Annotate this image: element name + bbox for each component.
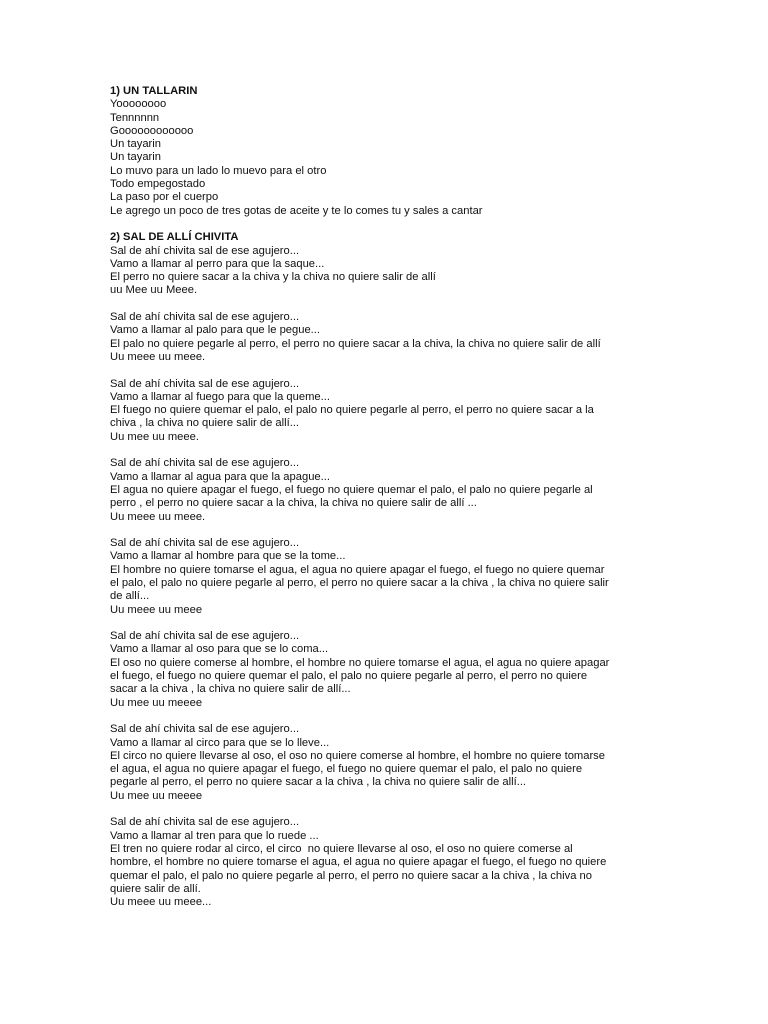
stanza-4-line: Uu meee uu meee. xyxy=(110,510,206,523)
stanza-8-line: Sal de ahí chivita sal de ese agujero... xyxy=(110,816,300,829)
stanza-5-line: el palo, el palo no quiere pegarle al perro, el perro no quiere sacar a la chiva , la chiva no quiere salir xyxy=(110,576,609,589)
stanza-7-line: Sal de ahí chivita sal de ese agujero... xyxy=(110,723,300,736)
stanza-4-line: perro , el perro no quiere sacar a la chiva, la chiva no quiere salir de allí ... xyxy=(110,497,477,510)
stanza-3-line: El fuego no quiere quemar el palo, el palo no quiere pegarle al perro, el perro no quiere sacar a la xyxy=(110,404,594,417)
stanza-5-line: Vamo a llamar al hombre para que se la tome... xyxy=(110,550,346,563)
stanza-6-line: El oso no quiere comerse al hombre, el hombre no quiere tomarse el agua, el agua no quiere apagar xyxy=(110,656,610,669)
spacer xyxy=(110,444,670,457)
stanza-6-line: sacar a la chiva , la chiva no quiere salir de allí... xyxy=(110,683,351,696)
stanza-8-line: Vamo a llamar al tren para que lo ruede ... xyxy=(110,829,319,842)
stanza-6-line: Sal de ahí chivita sal de ese agujero... xyxy=(110,630,300,643)
song-1-line: Goooooooooooo xyxy=(110,124,194,137)
stanza-1-line: Sal de ahí chivita sal de ese agujero... xyxy=(110,244,300,257)
song-1-line: Un tayarin xyxy=(110,138,161,151)
stanza-2-line: Sal de ahí chivita sal de ese agujero... xyxy=(110,311,300,324)
stanza-5-line: El hombre no quiere tomarse el agua, el agua no quiere apagar el fuego, el fuego no quiere quemar xyxy=(110,563,605,576)
stanza-1-line: uu Mee uu Meee. xyxy=(110,284,198,297)
stanza-3-line: Vamo a llamar al fuego para que la queme... xyxy=(110,390,330,403)
spacer xyxy=(110,710,670,723)
song-1-line: La paso por el cuerpo xyxy=(110,191,219,204)
song-1-line: Le agrego un poco de tres gotas de aceite y te lo comes tu y sales a cantar xyxy=(110,204,483,217)
stanza-8-line: quemar el palo, el palo no quiere pegarle al perro, el perro no quiere sacar a la chiva , la chiva no xyxy=(110,869,592,882)
spacer xyxy=(110,364,670,377)
stanza-7-line: El circo no quiere llevarse al oso, el oso no quiere comerse al hombre, el hombre no quiere tomarse xyxy=(110,749,605,762)
spacer xyxy=(110,617,670,630)
stanza-5-line: Uu meee uu meee xyxy=(110,603,203,616)
song-2-title: 2) SAL DE ALLÍ CHIVITA xyxy=(110,231,239,244)
stanza-7-line: Vamo a llamar al circo para que se lo lleve... xyxy=(110,736,330,749)
stanza-8-line: quiere salir de allí. xyxy=(110,882,201,895)
stanza-3-line: Sal de ahí chivita sal de ese agujero... xyxy=(110,377,300,390)
stanza-6-line: el fuego, el fuego no quiere quemar el palo, el palo no quiere pegarle al perro, el perro no quiere xyxy=(110,670,588,683)
song-1-line: Lo muvo para un lado lo muevo para el otro xyxy=(110,164,327,177)
stanza-1-line: El perro no quiere sacar a la chiva y la chiva no quiere salir de allí xyxy=(110,271,436,284)
song-1-line: Todo empegostado xyxy=(110,178,206,191)
spacer xyxy=(110,218,670,231)
stanza-6-line: Uu mee uu meeee xyxy=(110,696,203,709)
stanza-3-line: chiva , la chiva no quiere salir de allí... xyxy=(110,417,300,430)
stanza-4-line: Sal de ahí chivita sal de ese agujero... xyxy=(110,457,300,470)
stanza-4-line: Vamo a llamar al agua para que la apague... xyxy=(110,470,330,483)
spacer xyxy=(110,298,670,311)
song-1-line: Yoooooooo xyxy=(110,98,167,111)
song-1-line: Tennnnnn xyxy=(110,111,160,124)
stanza-8-line: El tren no quiere rodar al circo, el circo no quiere llevarse al oso, el oso no quiere comerse al xyxy=(110,842,573,855)
stanza-3-line: Uu mee uu meee. xyxy=(110,430,199,443)
stanza-1-line: Vamo a llamar al perro para que la saque... xyxy=(110,257,325,270)
stanza-7-line: Uu mee uu meeee xyxy=(110,789,203,802)
stanza-7-line: pegarle al perro, el perro no quiere sacar a la chiva , la chiva no quiere salir de allí... xyxy=(110,776,527,789)
stanza-7-line: el agua, el agua no quiere apagar el fuego, el fuego no quiere quemar el palo, el palo no quiere xyxy=(110,763,583,776)
spacer xyxy=(110,803,670,816)
stanza-6-line: Vamo a llamar al oso para que se lo coma... xyxy=(110,643,329,656)
stanza-2-line: Uu meee uu meee. xyxy=(110,350,206,363)
stanza-2-line: Vamo a llamar al palo para que le pegue... xyxy=(110,324,320,337)
document-body xyxy=(110,85,670,909)
stanza-8-line: Uu meee uu meee... xyxy=(110,896,212,909)
stanza-4-line: El agua no quiere apagar el fuego, el fuego no quiere quemar el palo, el palo no quiere pegarle al xyxy=(110,483,593,496)
stanza-8-line: hombre, el hombre no quiere tomarse el agua, el agua no quiere apagar el fuego, el fuego no quiere xyxy=(110,856,607,869)
song-1-title: 1) UN TALLARIN xyxy=(110,85,198,97)
stanza-2-line: El palo no quiere pegarle al perro, el perro no quiere sacar a la chiva, la chiva no quiere salir de allí xyxy=(110,337,601,350)
stanza-5-line: Sal de ahí chivita sal de ese agujero... xyxy=(110,537,300,550)
spacer xyxy=(110,524,670,537)
stanza-5-line: de allí... xyxy=(110,590,150,603)
song-1-line: Un tayarin xyxy=(110,151,161,164)
